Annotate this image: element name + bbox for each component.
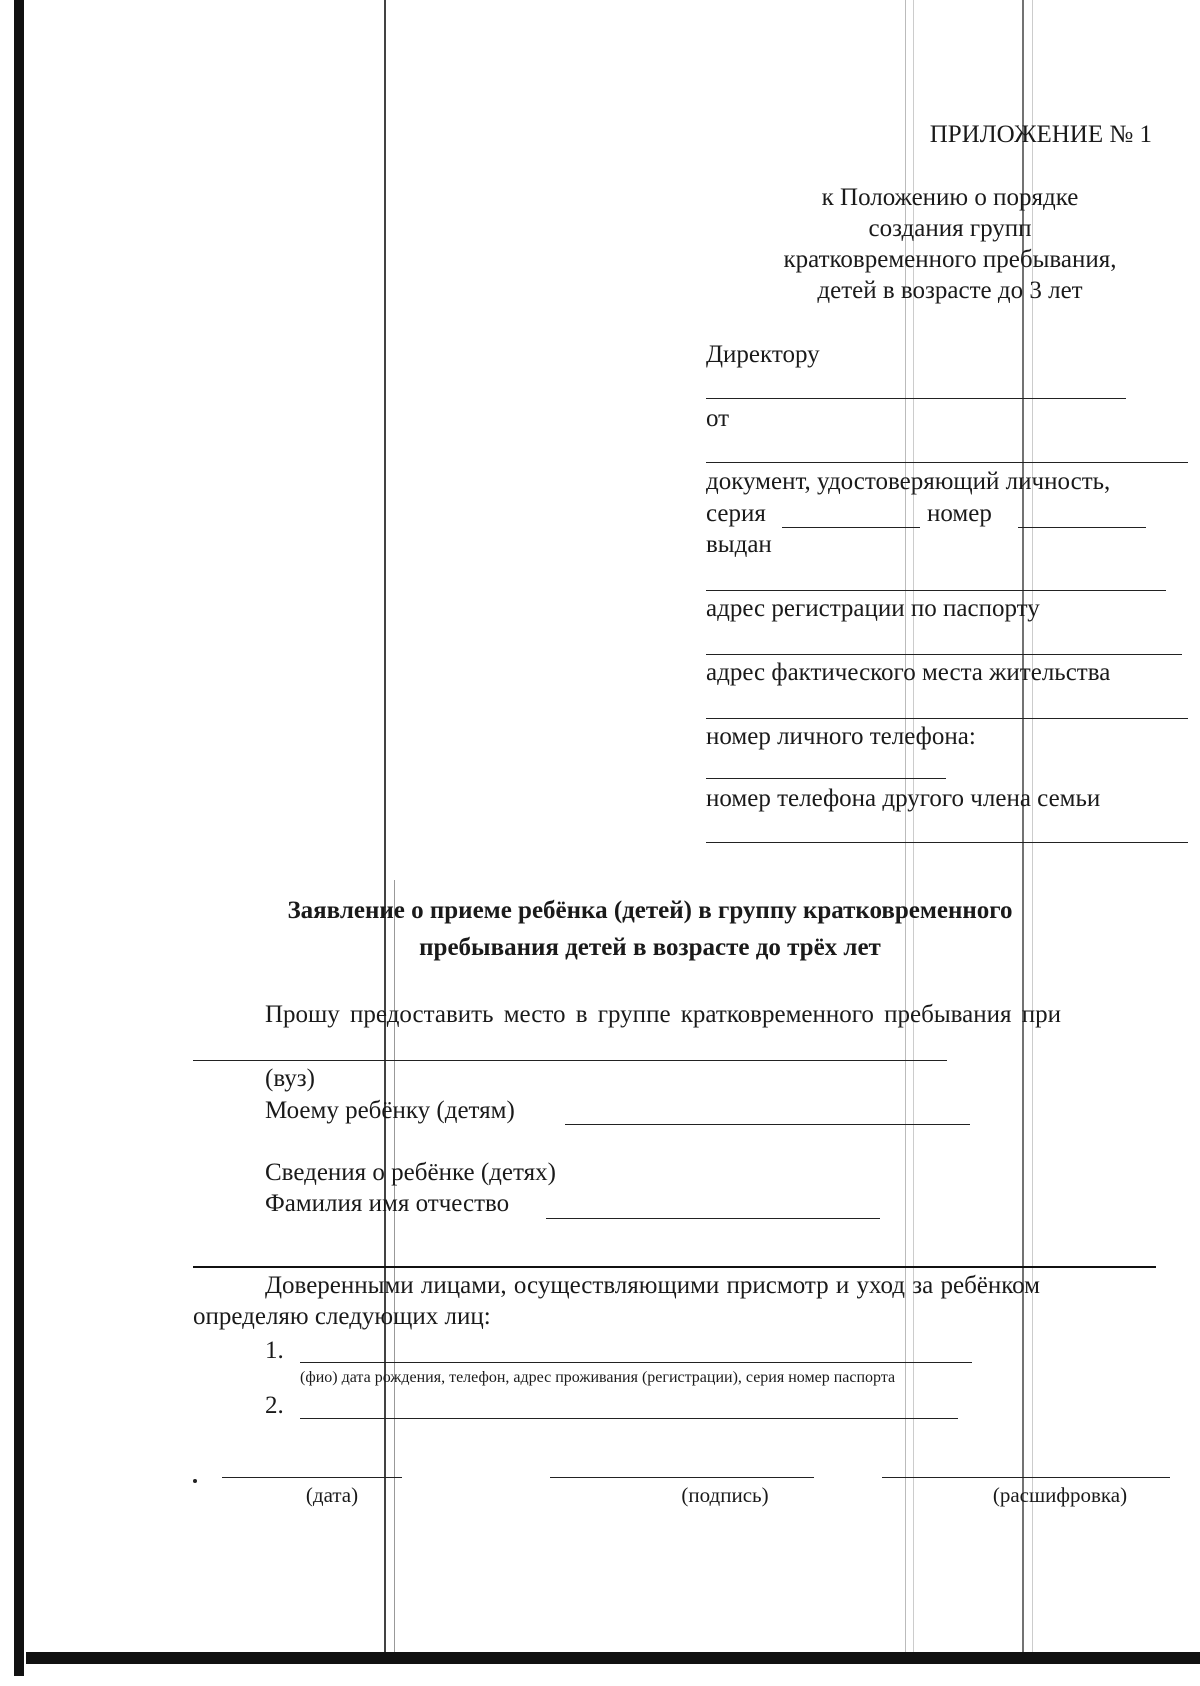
university-line[interactable] bbox=[193, 1060, 947, 1061]
full-name-label: Фамилия имя отчество bbox=[265, 1190, 510, 1217]
number-line[interactable] bbox=[1018, 527, 1146, 528]
scan-fold-line bbox=[384, 0, 386, 1652]
applicant-name-line[interactable] bbox=[706, 462, 1188, 463]
series-label: серия bbox=[706, 500, 766, 527]
regulation-line-2: создания групп bbox=[868, 215, 1032, 242]
my-child-label: Моему ребёнку (детям) bbox=[265, 1097, 515, 1124]
application-title-line-2: пребывания детей в возрасте до трёх лет bbox=[419, 934, 881, 961]
to-director-label: Директору bbox=[706, 341, 820, 368]
scan-edge-left bbox=[14, 0, 24, 1676]
trusted-person-2-number: 2. bbox=[265, 1392, 284, 1419]
trusted-person-2-line[interactable] bbox=[300, 1418, 958, 1419]
issued-label: выдан bbox=[706, 531, 772, 558]
request-text: Прошу предоставить место в группе кратковременного пребывания при bbox=[265, 1001, 1061, 1028]
issued-line[interactable] bbox=[706, 590, 1166, 591]
actual-address-line[interactable] bbox=[706, 718, 1188, 719]
personal-phone-label: номер личного телефона: bbox=[706, 723, 976, 750]
number-label: номер bbox=[927, 500, 992, 527]
my-child-line[interactable] bbox=[565, 1124, 970, 1125]
decoding-caption: (расшифровка) bbox=[992, 1483, 1128, 1507]
trusted-persons-text-1: Доверенными лицами, осуществляющими присмотр и уход за ребёнком bbox=[265, 1272, 1041, 1299]
decoding-line[interactable] bbox=[882, 1477, 1170, 1478]
date-line[interactable] bbox=[222, 1477, 402, 1478]
appendix-number: ПРИЛОЖЕНИЕ № 1 bbox=[929, 121, 1152, 148]
regulation-line-3: кратковременного пребывания, bbox=[783, 246, 1117, 273]
personal-phone-line[interactable] bbox=[706, 778, 946, 779]
id-document-label: документ, удостоверяющий личность, bbox=[706, 468, 1111, 495]
family-phone-line[interactable] bbox=[706, 842, 1188, 843]
separator-line bbox=[193, 1266, 1156, 1268]
university-hint: (вуз) bbox=[265, 1065, 315, 1092]
scan-edge-bottom bbox=[26, 1652, 1200, 1664]
family-phone-label: номер телефона другого члена семьи bbox=[706, 785, 1101, 812]
director-name-line[interactable] bbox=[706, 398, 1126, 399]
signature-line[interactable] bbox=[550, 1477, 814, 1478]
regulation-line-1: к Положению о порядке bbox=[821, 184, 1079, 211]
signature-caption: (подпись) bbox=[681, 1483, 769, 1507]
trusted-person-1-number: 1. bbox=[265, 1337, 284, 1364]
reg-address-line[interactable] bbox=[706, 654, 1182, 655]
trusted-person-1-line[interactable] bbox=[300, 1362, 972, 1363]
series-line[interactable] bbox=[782, 527, 920, 528]
child-info-label: Сведения о ребёнке (детях) bbox=[265, 1159, 556, 1186]
reg-address-label: адрес регистрации по паспорту bbox=[706, 595, 1040, 622]
regulation-line-4: детей в возрасте до 3 лет bbox=[817, 277, 1083, 304]
full-name-line[interactable] bbox=[546, 1218, 880, 1219]
scan-speck bbox=[193, 1479, 197, 1483]
application-title-line-1: Заявление о приеме ребёнка (детей) в группу кратковременного bbox=[287, 897, 1013, 924]
from-label: от bbox=[706, 405, 730, 432]
trusted-persons-text-2: определяю следующих лиц: bbox=[193, 1303, 491, 1330]
date-caption: (дата) bbox=[305, 1483, 359, 1507]
trusted-person-hint: (фио) дата рождения, телефон, адрес проживания (регистрации), серия номер паспорта bbox=[300, 1369, 896, 1386]
actual-address-label: адрес фактического места жительства bbox=[706, 659, 1111, 686]
